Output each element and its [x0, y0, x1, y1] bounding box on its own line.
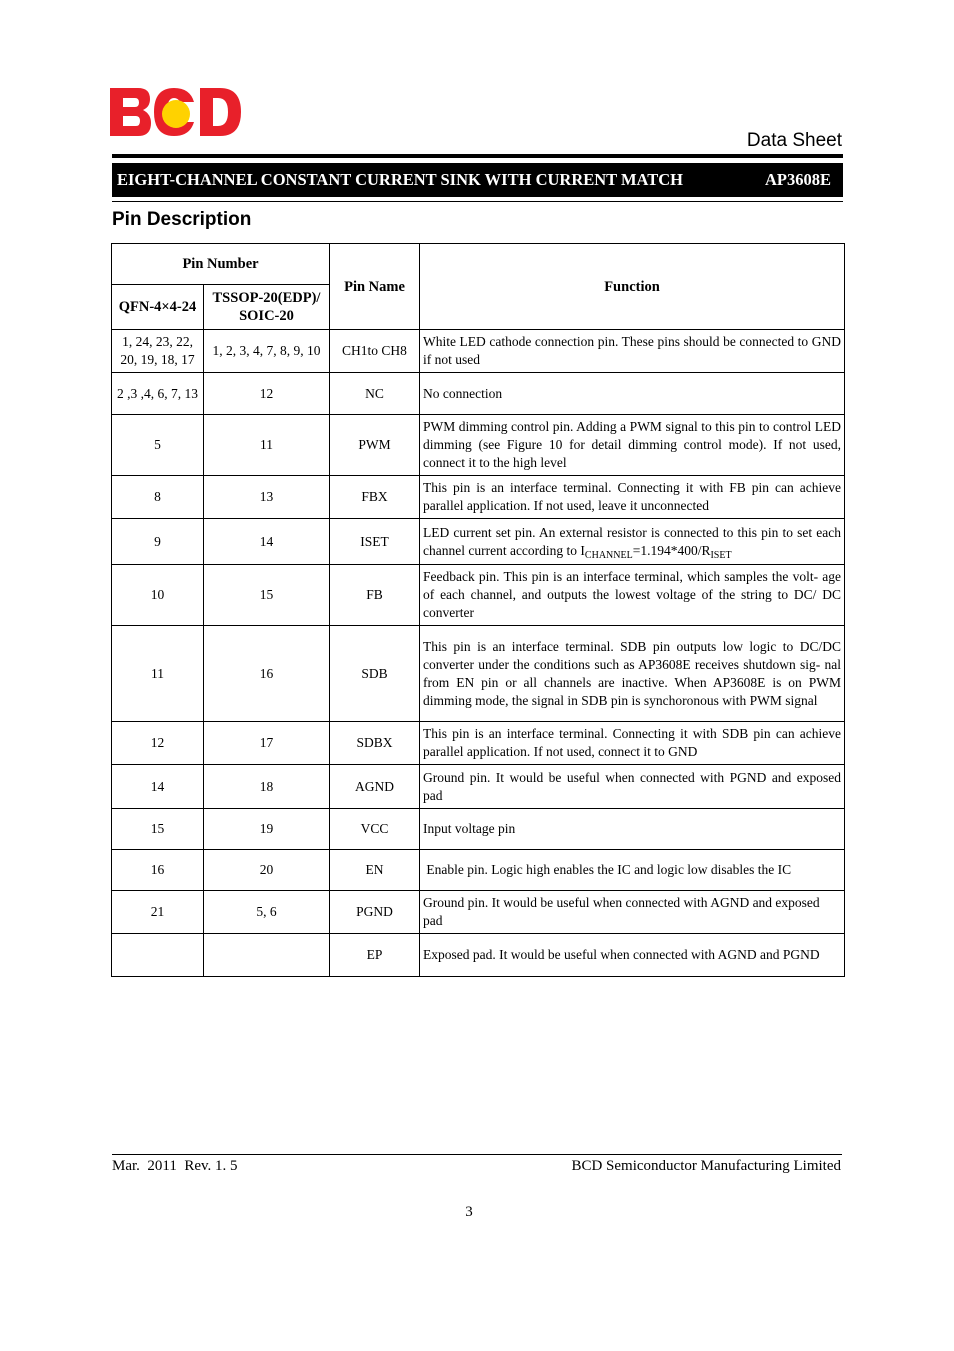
table-row: [112, 850, 845, 891]
function-cell: [420, 519, 845, 565]
pin-name-cell: EP: [330, 934, 420, 977]
iset-subscript: ISET: [710, 549, 732, 561]
qfn-cell: 1, 24, 23, 22, 20, 19, 18, 17: [112, 330, 204, 373]
tssop-cell: 16: [204, 626, 330, 722]
section-title: Pin Description: [112, 209, 252, 230]
pin-name-cell: PWM: [330, 415, 420, 476]
tssop-cell: 20: [204, 850, 330, 891]
function-cell: Enable pin. Logic high enables the IC and logic low disables the IC: [420, 850, 845, 891]
tssop-header-line1: TSSOP-20(EDP)/: [212, 290, 321, 306]
title-bar: [112, 163, 843, 197]
tssop-cell: 15: [204, 565, 330, 626]
iset-formula: =1.194*400/R: [632, 542, 711, 558]
channel-subscript: CHANNEL: [584, 549, 633, 561]
qfn-cell: [112, 934, 204, 977]
tssop-cell: 17: [204, 722, 330, 765]
tssop-cell: 19: [204, 809, 330, 850]
pin-name-cell: NC: [330, 373, 420, 415]
qfn-cell: 12: [112, 722, 204, 765]
table-row: [112, 765, 845, 809]
table-row: [112, 476, 845, 519]
table-row: [112, 415, 845, 476]
tssop-header-line2: SOIC-20: [239, 308, 294, 324]
pin-name-cell: AGND: [330, 765, 420, 809]
tssop-cell: 13: [204, 476, 330, 519]
function-cell: White LED cathode connection pin. These pins should be connected to GND if not used: [420, 330, 845, 373]
function-cell: This pin is an interface terminal. Connecting it with FB pin can achieve parallel application. If not used, leave it unconnected: [420, 476, 845, 519]
table-row: [112, 373, 845, 415]
qfn-cell: 15: [112, 809, 204, 850]
table-row: [112, 891, 845, 934]
function-cell: Ground pin. It would be useful when connected with PGND and exposed pad: [420, 765, 845, 809]
footer-date-revision: Mar. 2011 Rev. 1. 5: [112, 1158, 238, 1174]
qfn-cell: 11: [112, 626, 204, 722]
pin-name-cell: PGND: [330, 891, 420, 934]
function-header: Function: [420, 244, 845, 330]
table-row: [112, 626, 845, 722]
table-row: [112, 934, 845, 977]
pin-name-cell: VCC: [330, 809, 420, 850]
pin-name-cell: SDBX: [330, 722, 420, 765]
function-cell: This pin is an interface terminal. SDB pin outputs low logic to DC/DC converter under the conditions such as AP3608E receives shutdown sig- nal from EN pin or all channels are inactive. When AP3608E is on PWM dimming mode, the signal in SDB pin is synchoronous with PWM signal: [420, 626, 845, 722]
qfn-cell: 9: [112, 519, 204, 565]
tssop-cell: 1, 2, 3, 4, 7, 8, 9, 10: [204, 330, 330, 373]
page-number: 3: [465, 1204, 473, 1220]
tssop-cell: 11: [204, 415, 330, 476]
function-cell: This pin is an interface terminal. Connecting it with SDB pin can achieve parallel application. If not used, connect it to GND: [420, 722, 845, 765]
footer-company: BCD Semiconductor Manufacturing Limited: [571, 1158, 841, 1174]
qfn-cell: 10: [112, 565, 204, 626]
function-cell: Exposed pad. It would be useful when connected with AGND and PGND: [420, 934, 845, 977]
qfn-cell: 2 ,3 ,4, 6, 7, 13: [112, 373, 204, 415]
pin-name-cell: ISET: [330, 519, 420, 565]
pin-name-cell: EN: [330, 850, 420, 891]
pin-name-cell: FBX: [330, 476, 420, 519]
tssop-cell: [204, 934, 330, 977]
tssop-cell: 12: [204, 373, 330, 415]
pin-description-table: [111, 243, 845, 977]
iset-function-text: LED current set pin. An external resistor is connected to this pin to set each channel current according to I: [423, 524, 841, 558]
pin-name-header: Pin Name: [330, 244, 420, 330]
document-title: EIGHT-CHANNEL CONSTANT CURRENT SINK WITH CURRENT MATCH: [117, 170, 684, 189]
function-cell: Input voltage pin: [420, 809, 845, 850]
pin-name-cell: SDB: [330, 626, 420, 722]
tssop-cell: 14: [204, 519, 330, 565]
pin-number-header: Pin Number: [112, 244, 330, 285]
header-rule-thick: [112, 154, 843, 158]
qfn-cell: 5: [112, 415, 204, 476]
function-cell: Feedback pin. This pin is an interface terminal, which samples the volt- age of each channel, and outputs the lowest voltage of the string to DC/ DC converter: [420, 565, 845, 626]
bcd-logo: [110, 88, 242, 136]
qfn-cell: 21: [112, 891, 204, 934]
pin-name-cell: FB: [330, 565, 420, 626]
qfn-header: QFN-4×4-24: [112, 285, 204, 330]
header-rule-thin: [112, 201, 843, 202]
table-row: [112, 519, 845, 565]
table-row: [112, 565, 845, 626]
table-row: [112, 809, 845, 850]
doc-type-label: Data Sheet: [746, 130, 842, 151]
footer-rule: [112, 1154, 842, 1155]
qfn-cell: 16: [112, 850, 204, 891]
function-cell: Ground pin. It would be useful when connected with AGND and exposed pad: [420, 891, 845, 934]
tssop-cell: 5, 6: [204, 891, 330, 934]
part-number: AP3608E: [765, 170, 831, 189]
tssop-header: [204, 285, 330, 330]
pin-name-cell: CH1to CH8: [330, 330, 420, 373]
table-row: [112, 722, 845, 765]
qfn-cell: 8: [112, 476, 204, 519]
function-cell: No connection: [420, 373, 845, 415]
qfn-cell: 14: [112, 765, 204, 809]
table-row: [112, 330, 845, 373]
header-row: [112, 244, 845, 285]
function-cell: PWM dimming control pin. Adding a PWM signal to this pin to control LED dimming (see Figure 10 for detail dimming control mode). If not used, connect it to the high level: [420, 415, 845, 476]
tssop-cell: 18: [204, 765, 330, 809]
